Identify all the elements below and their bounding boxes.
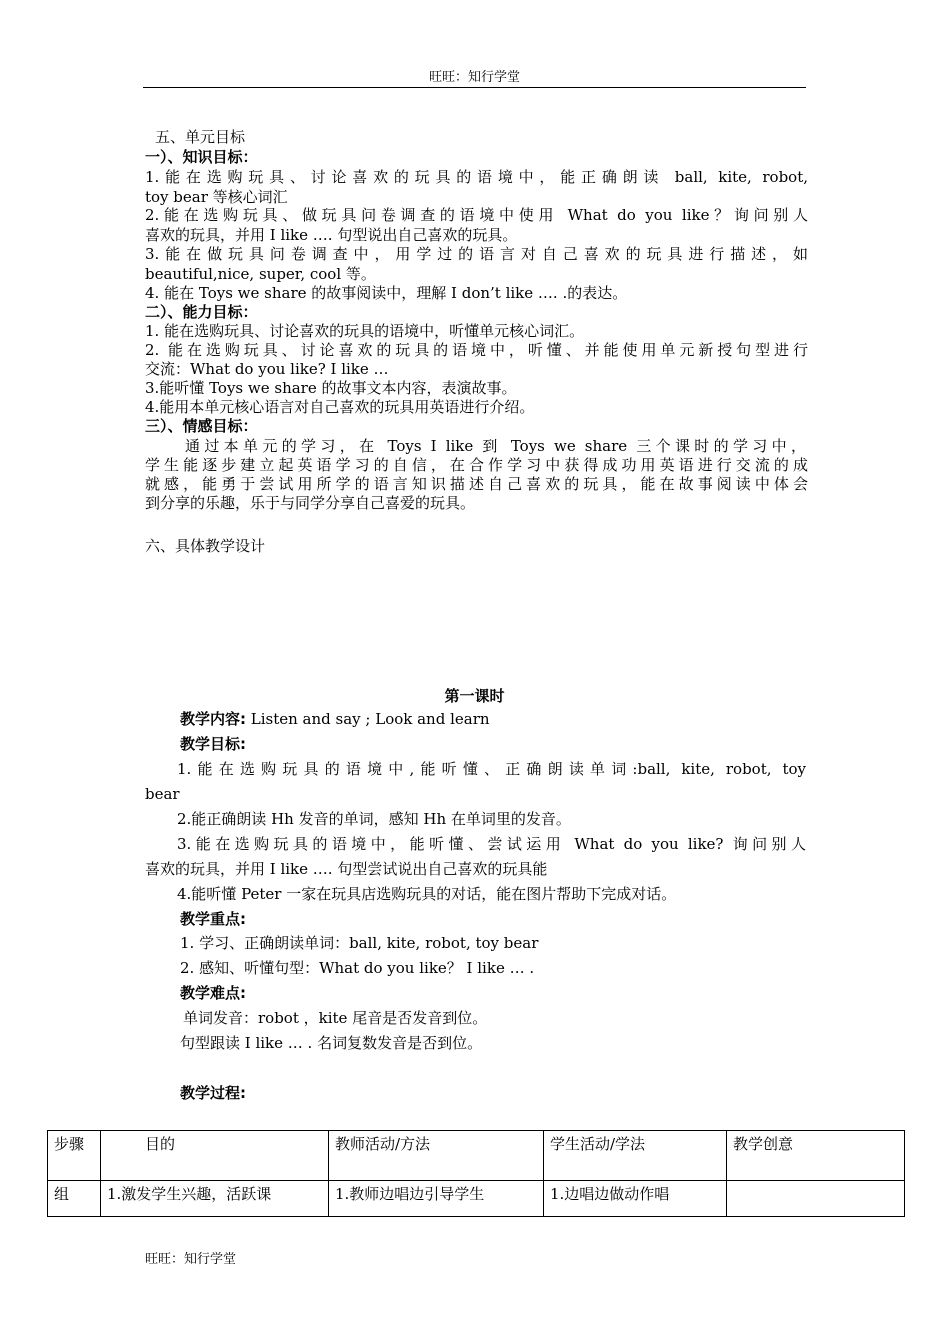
header-step: 步骤: [48, 1131, 101, 1181]
page-header: 旺旺：知行学堂: [143, 66, 806, 88]
cell-creativity: [727, 1181, 905, 1217]
cell-teacher-activity: 1.教师边唱边引导学生: [329, 1181, 544, 1217]
difficulty-2: 句型跟读 I like … . 名词复数发音是否到位。: [180, 1034, 483, 1052]
header-purpose: 目的: [101, 1131, 329, 1181]
table-row: [48, 1181, 905, 1217]
cell-student-activity: 1.边唱边做动作唱: [544, 1181, 727, 1217]
knowledge-item-3b: beautiful,nice, super, cool 等。: [145, 265, 376, 283]
emotion-para-3: 就感，能勇于尝试用所学的语言知识描述自己喜欢的玩具，能在故事阅读中体会: [145, 475, 808, 493]
ability-item-4: 4.能用本单元核心语言对自己喜欢的玩具用英语进行介绍。: [145, 398, 535, 416]
emotion-para-4: 到分享的乐趣，乐于与同学分享自己喜爱的玩具。: [145, 494, 476, 512]
goal-3b: 喜欢的玩具，并用 I like …. 句型尝试说出自己喜欢的玩具能: [145, 860, 548, 878]
knowledge-item-1b: toy bear 等核心词汇: [145, 188, 288, 206]
teaching-process-table: [47, 1130, 905, 1217]
difficulties-label: 教学难点:: [180, 984, 246, 1002]
knowledge-item-2a: 2.能在选购玩具、做玩具问卷调查的语境中使用 What do you like？询问别人: [145, 206, 808, 224]
goal-4: 4.能听懂 Peter 一家在玩具店选购玩具的对话，能在图片帮助下完成对话。: [177, 885, 677, 903]
key-point-1: 1. 学习、正确朗读单词：ball, kite, robot, toy bear: [180, 934, 539, 952]
table-header-row: [48, 1131, 905, 1181]
knowledge-heading: 一）、知识目标：: [145, 148, 258, 166]
ability-item-2b: 交流：What do you like? I like …: [145, 360, 389, 378]
lesson-title: 第一课时: [444, 687, 505, 705]
ability-item-3: 3.能听懂 Toys we share 的故事文本内容，表演故事。: [145, 379, 517, 397]
teaching-content-value: Listen and say ; Look and learn: [246, 710, 490, 728]
difficulty-1: 单词发音：robot ，kite 尾音是否发音到位。: [183, 1009, 488, 1027]
teaching-content: [180, 710, 490, 729]
knowledge-item-3a: 3.能在做玩具问卷调查中，用学过的语言对自己喜欢的玩具进行描述，如: [145, 245, 808, 263]
process-label: 教学过程:: [180, 1084, 246, 1102]
section5-heading: 五、单元目标: [155, 128, 246, 146]
ability-heading: 二）、能力目标：: [145, 303, 258, 321]
ability-item-2a: 2. 能在选购玩具、讨论喜欢的玩具的语境中，听懂、并能使用单元新授句型进行: [145, 341, 808, 359]
knowledge-item-4: 4. 能在 Toys we share 的故事阅读中，理解 I don’t like …. .的表达。: [145, 284, 628, 302]
header-creativity: 教学创意: [727, 1131, 905, 1181]
goal-1a: 1.能在选购玩具的语境中,能听懂、正确朗读单词:ball, kite, robot, toy: [177, 760, 806, 778]
page-footer: 旺旺：知行学堂: [145, 1252, 237, 1267]
teaching-content-label: 教学内容:: [180, 710, 246, 728]
goal-1b: bear: [145, 785, 180, 803]
cell-purpose: 1.激发学生兴趣，活跃课: [101, 1181, 329, 1217]
header-teacher-activity: 教师活动/方法: [329, 1131, 544, 1181]
emotion-para-2: 学生能逐步建立起英语学习的自信，在合作学习中获得成功用英语进行交流的成: [145, 456, 808, 474]
emotion-heading: 三）、情感目标：: [145, 417, 258, 435]
header-student-activity: 学生活动/学法: [544, 1131, 727, 1181]
cell-step: 组: [48, 1181, 101, 1217]
goal-3a: 3.能在选购玩具的语境中，能听懂、尝试运用 What do you like? 询问别人: [177, 835, 806, 853]
section6-heading: 六、具体教学设计: [145, 537, 266, 555]
key-points-label: 教学重点:: [180, 910, 246, 928]
goal-2: 2.能正确朗读 Hh 发音的单词，感知 Hh 在单词里的发音。: [177, 810, 571, 828]
ability-item-1: 1. 能在选购玩具、讨论喜欢的玩具的语境中，听懂单元核心词汇。: [145, 322, 585, 340]
knowledge-item-1a: 1.能在选购玩具、讨论喜欢的玩具的语境中，能正确朗读 ball, kite, robot,: [145, 168, 808, 186]
emotion-para-1: 通过本单元的学习，在 Toys I like 到 Toys we share 三个课时的学习中，: [185, 437, 806, 455]
key-point-2: 2. 感知、听懂句型：What do you like？ I like … .: [180, 959, 535, 977]
teaching-goals-label: 教学目标:: [180, 735, 246, 753]
knowledge-item-2b: 喜欢的玩具，并用 I like …. 句型说出自己喜欢的玩具。: [145, 226, 518, 244]
